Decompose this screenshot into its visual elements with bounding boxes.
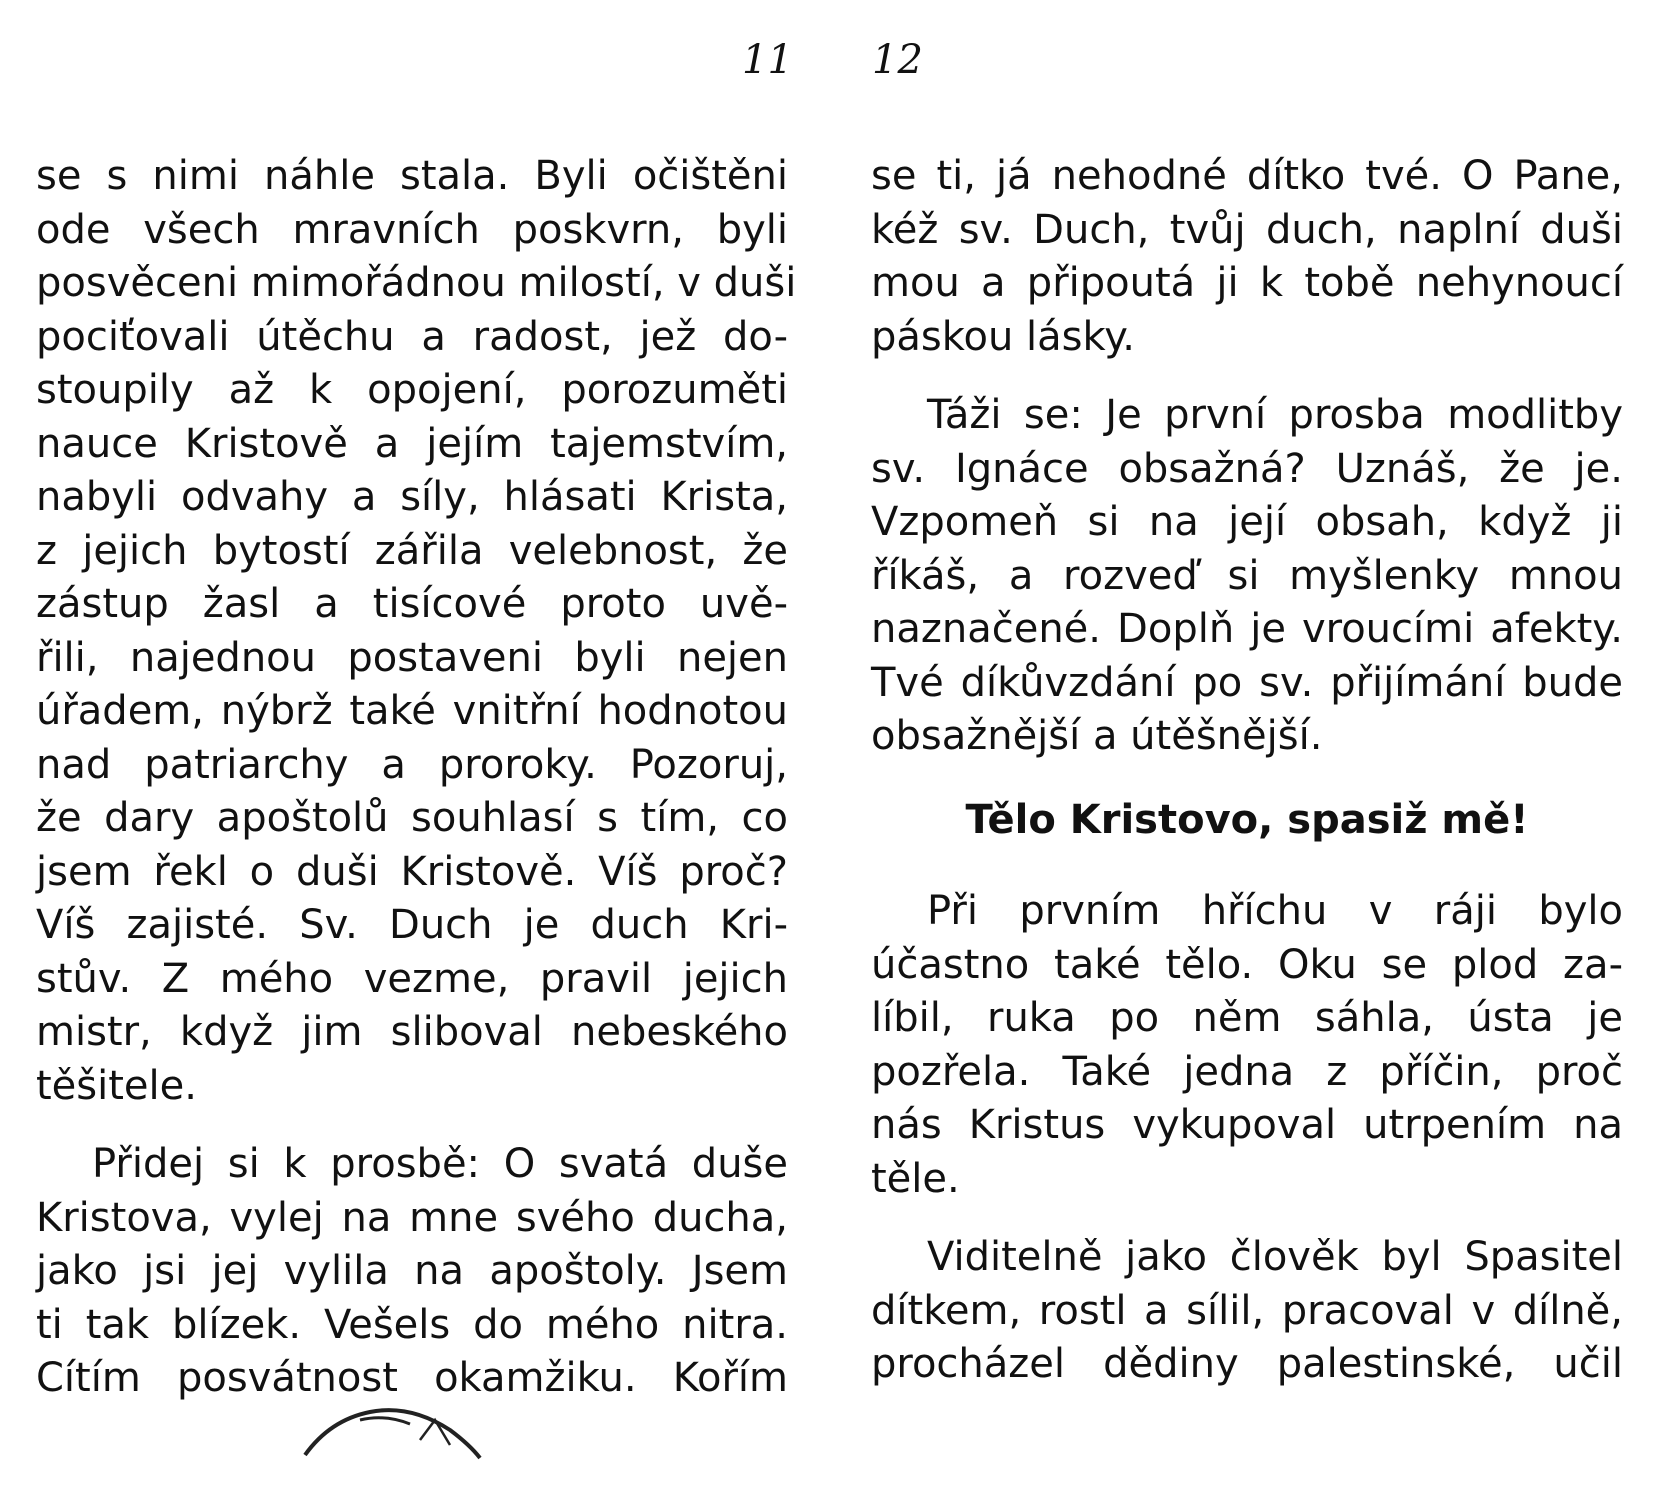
text-line: Tvé díkůvzdání po sv. přijímání bude (871, 659, 1623, 706)
library-stamp-mark (300, 1390, 500, 1460)
text-line: líbil, ruka po něm sáhla, ústa je (871, 995, 1623, 1041)
text-line: jako jsi jej vylila na apoštoly. Jsem (36, 1248, 788, 1294)
right-column (871, 150, 1623, 1392)
paragraph-gap (871, 364, 1623, 389)
text-line: z jejich bytostí zářila velebnost, že (36, 527, 788, 574)
text-line: nabyli odvahy a síly, hlásati Krista, (36, 474, 788, 520)
right-paragraph-3 (871, 885, 1623, 1206)
text-line: pozřela. Také jedna z příčin, proč (871, 1048, 1623, 1095)
right-paragraph-2 (871, 389, 1623, 764)
text-line: Táži se: Je první prosba modlitby (927, 392, 1623, 438)
text-line: úřadem, nýbrž také vnitřní hodnotou (36, 688, 788, 734)
paragraph-gap (871, 1206, 1623, 1231)
text-line: nauce Kristově a jejím tajemstvím, (36, 420, 788, 467)
text-line: naznačené. Doplň je vroucími afekty. (871, 606, 1623, 652)
text-line: Při prvním hříchu v ráji bylo (927, 888, 1623, 934)
text-line: říkáš, a rozveď si myšlenky mnou (871, 552, 1623, 599)
text-line: Cítím posvátnost okamžiku. Kořím (36, 1355, 788, 1401)
text-line: Přidej si k prosbě: O svatá duše (92, 1141, 788, 1187)
text-line: stoupily až k opojení, porozuměti (36, 367, 788, 413)
right-paragraph-4 (871, 1231, 1623, 1392)
text-line: páskou lásky. (871, 313, 1135, 360)
text-line: pociťovali útěchu a radost, jež do- (36, 313, 788, 360)
left-paragraph-2 (36, 1138, 788, 1406)
page-number-right: 12 (872, 37, 923, 83)
text-line: kéž sv. Duch, tvůj duch, naplní duši (871, 206, 1623, 253)
text-line: dítkem, rostl a sílil, pracoval v dílně, (871, 1287, 1623, 1334)
right-paragraph-1 (871, 150, 1623, 364)
text-line: ode všech mravních poskvrn, byli (36, 206, 788, 253)
text-line: zástup žasl a tisícové proto uvě- (36, 581, 788, 627)
text-line: sv. Ignáce obsažná? Uznáš, že je. (871, 445, 1623, 492)
left-paragraph-1 (36, 150, 797, 1113)
text-line: účastno také tělo. Oku se plod za- (871, 941, 1623, 988)
left-column (36, 150, 797, 1406)
page-number-left: 11 (742, 37, 793, 83)
text-line: že dary apoštolů souhlasí s tím, co (36, 795, 788, 841)
text-line: obsažnější a útěšnější. (871, 713, 1323, 759)
text-line: ti tak blízek. Vešels do mého nitra. (36, 1301, 788, 1348)
text-line: Viditelně jako člověk byl Spasitel (927, 1234, 1623, 1280)
text-line: nás Kristus vykupoval utrpením na (871, 1102, 1623, 1148)
text-line: Kristova, vylej na mne svého ducha, (36, 1194, 788, 1241)
text-line: se ti, já nehodné dítko tvé. O Pane, (871, 153, 1623, 199)
text-line: stův. Z mého vezme, pravil jejich (36, 955, 788, 1002)
text-line: nad patriarchy a proroky. Pozoruj, (36, 741, 788, 788)
text-line: jsem řekl o duši Kristově. Víš proč? (36, 848, 788, 895)
text-line: procházel dědiny palestinské, učil (871, 1341, 1623, 1387)
section-heading: Tělo Kristovo, spasiž mě! (965, 796, 1529, 843)
paragraph-gap (36, 1113, 788, 1138)
text-line: mou a připoutá ji k tobě nehynoucí (871, 260, 1623, 306)
text-line: Víš zajisté. Sv. Duch je duch Kri- (36, 902, 788, 948)
text-line: mistr, když jim sliboval nebeského (36, 1009, 788, 1055)
text-line: těšitele. (36, 1062, 197, 1109)
text-line: se s nimi náhle stala. Byli očištěni (36, 153, 788, 199)
text-line: posvěceni mimořádnou milostí, v duši (36, 260, 797, 306)
text-line: řili, najednou postaveni byli nejen (36, 634, 788, 681)
text-line: Vzpomeň si na její obsah, když ji (871, 499, 1623, 545)
text-line: těle. (871, 1155, 960, 1202)
